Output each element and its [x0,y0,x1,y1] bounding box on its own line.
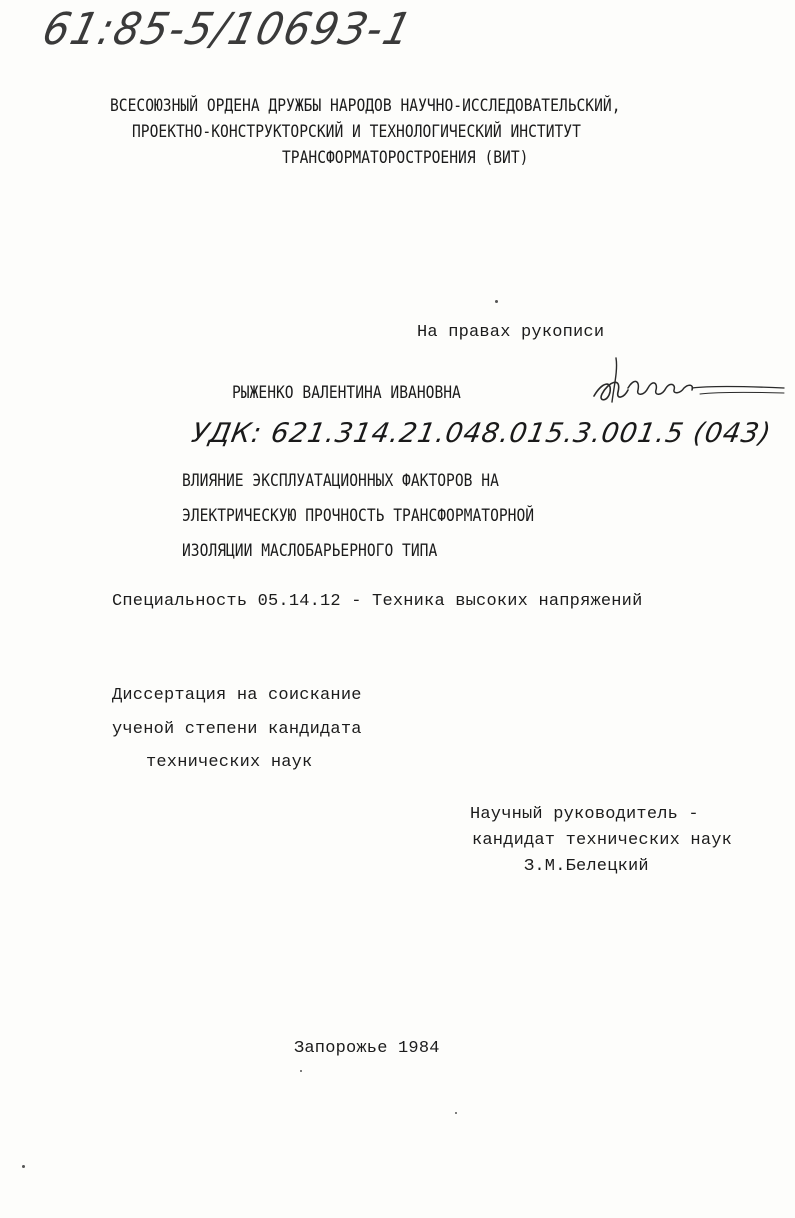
supervisor-line-2: кандидат технических наук [472,831,733,850]
dissertation-line-3: технических наук [146,753,313,772]
udk-code: УДК: 621.314.21.048.015.3.001.5 (043) [189,418,774,449]
title-line-2: ЭЛЕКТРИЧЕСКУЮ ПРОЧНОСТЬ ТРАНСФОРМАТОРНОЙ [182,506,535,526]
scan-speck [22,1165,25,1168]
archive-number: 61:85-5/1069З-1 [37,4,418,55]
place-year: Запорожье 1984 [294,1039,440,1058]
title-line-3: ИЗОЛЯЦИИ МАСЛОБАРЬЕРНОГО ТИПА [182,541,438,561]
institute-line-1: ВСЕСОЮЗНЫЙ ОРДЕНА ДРУЖБЫ НАРОДОВ НАУЧНО-ИССЛЕДОВАТЕЛЬСКИЙ, [110,96,621,116]
scan-speck [455,1112,457,1114]
manuscript-rights: На правах рукописи [417,323,605,342]
institute-line-3: ТРАНСФОРМАТОРОСТРОЕНИЯ (ВИТ) [282,148,529,168]
specialty: Специальность 05.14.12 - Техника высоких напряжений [112,592,643,611]
supervisor-line-1: Научный руководитель - [470,805,699,824]
scan-speck [300,1070,302,1072]
dissertation-line-2: ученой степени кандидата [112,720,362,739]
institute-line-2: ПРОЕКТНО-КОНСТРУКТОРСКИЙ И ТЕХНОЛОГИЧЕСКИЙ ИНСТИТУТ [132,122,581,142]
dissertation-line-1: Диссертация на соискание [112,686,362,705]
signature-mark [588,352,788,412]
title-line-1: ВЛИЯНИЕ ЭКСПЛУАТАЦИОННЫХ ФАКТОРОВ НА [182,471,499,491]
author-name: РЫЖЕНКО ВАЛЕНТИНА ИВАНОВНА [232,383,461,403]
scan-speck [495,300,498,303]
supervisor-line-3: З.М.Белецкий [524,857,649,876]
